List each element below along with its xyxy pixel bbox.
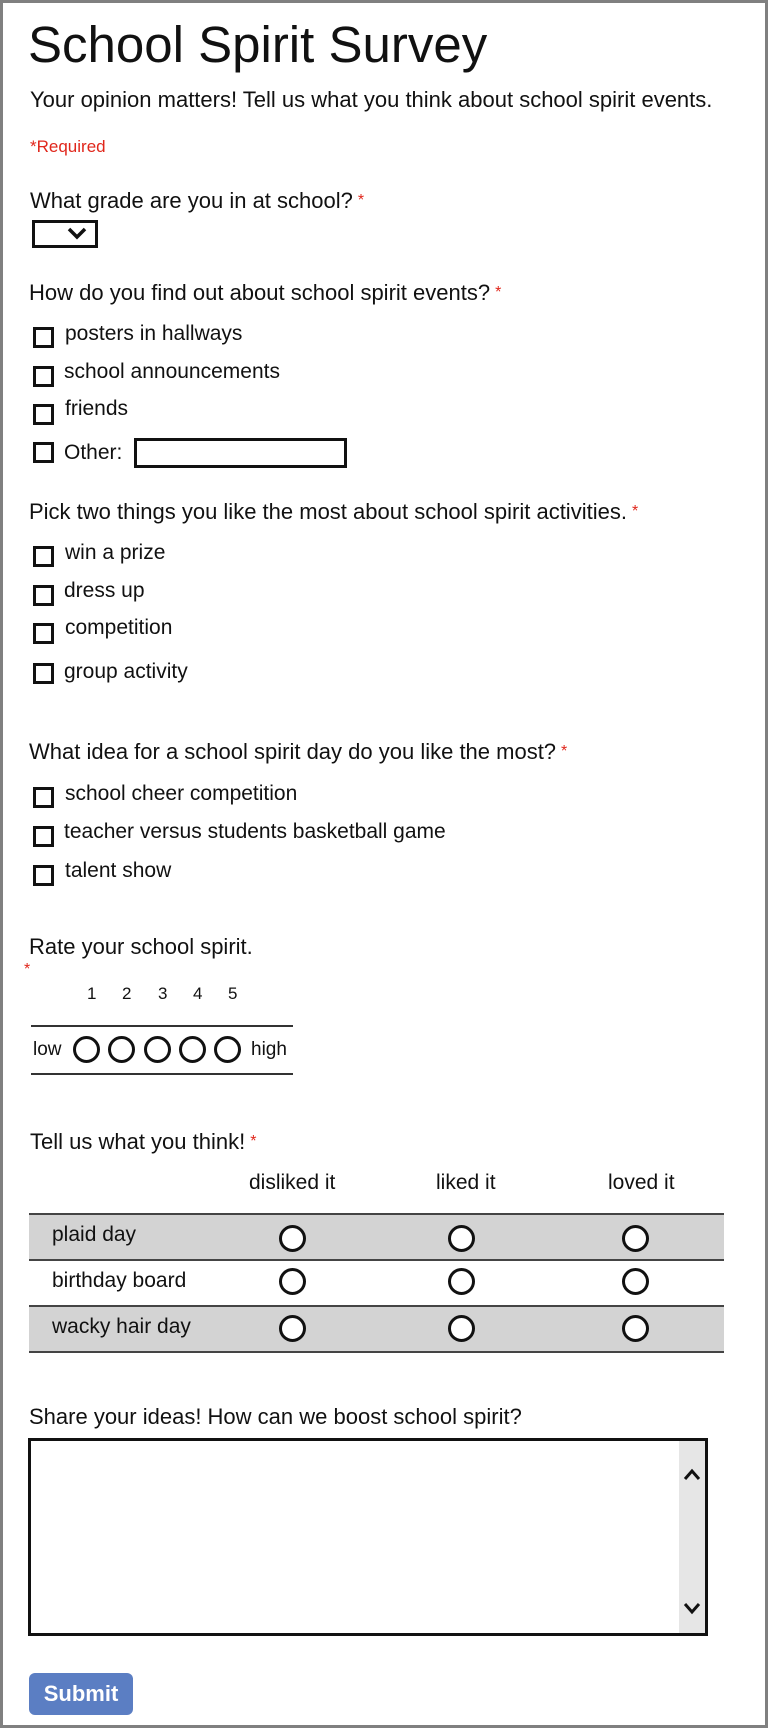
grid-column-header: loved it (608, 1171, 675, 1194)
rate-radio-4[interactable] (179, 1036, 206, 1063)
grid-radio-wacky-loved[interactable] (622, 1315, 649, 1342)
option-label: Other: (64, 441, 123, 464)
rate-radio-3[interactable] (144, 1036, 171, 1063)
grid-column-header: liked it (436, 1171, 496, 1194)
option-label: teacher versus students basketball game (64, 820, 446, 843)
question-grade-label: What grade are you in at school? (30, 188, 353, 213)
grid-divider (29, 1351, 724, 1353)
grid-row (29, 1307, 724, 1351)
grid-radio-wacky-disliked[interactable] (279, 1315, 306, 1342)
question-ideas-label: Share your ideas! How can we boost school spirit? (29, 1404, 522, 1429)
checkbox-findout-friends[interactable] (33, 404, 54, 425)
required-note: *Required (30, 137, 106, 156)
other-text-input[interactable] (134, 438, 347, 468)
scale-number: 4 (193, 984, 203, 1003)
form-title: School Spirit Survey (28, 16, 488, 73)
checkbox-like-group[interactable] (33, 663, 54, 684)
grid-radio-plaid-disliked[interactable] (279, 1225, 306, 1252)
question-idea-label: What idea for a school spirit day do you like the most? (29, 739, 557, 764)
option-label: school announcements (64, 360, 280, 383)
question-grid-label: Tell us what you think! (30, 1129, 246, 1154)
scale-low-label: low (33, 1039, 62, 1060)
grid-radio-birthday-loved[interactable] (622, 1268, 649, 1295)
grid-row-label: wacky hair day (52, 1315, 191, 1338)
scale-number: 1 (87, 984, 97, 1003)
grid-radio-wacky-liked[interactable] (448, 1315, 475, 1342)
option-label: talent show (65, 859, 172, 882)
checkbox-like-dress-up[interactable] (33, 585, 54, 606)
grid-radio-birthday-disliked[interactable] (279, 1268, 306, 1295)
option-label: group activity (64, 660, 188, 683)
checkbox-findout-other[interactable] (33, 442, 54, 463)
scale-high-label: high (251, 1039, 287, 1060)
required-asterisk: * (24, 961, 31, 978)
rate-radio-2[interactable] (108, 1036, 135, 1063)
checkbox-findout-posters[interactable] (33, 327, 54, 348)
question-findout (29, 279, 501, 307)
grid-radio-plaid-liked[interactable] (448, 1225, 475, 1252)
rate-radio-1[interactable] (73, 1036, 100, 1063)
required-asterisk: * (495, 284, 502, 301)
form-intro: Your opinion matters! Tell us what you think about school spirit events. (30, 87, 713, 112)
grid-radio-plaid-loved[interactable] (622, 1225, 649, 1252)
question-like-label: Pick two things you like the most about school spirit activities. (29, 499, 627, 524)
textarea-scrollbar[interactable] (679, 1441, 705, 1633)
chevron-down-icon (67, 223, 87, 243)
chevron-down-icon[interactable] (683, 1600, 701, 1621)
checkbox-like-prize[interactable] (33, 546, 54, 567)
option-label: dress up (64, 579, 145, 602)
submit-button[interactable]: Submit (29, 1673, 133, 1715)
grid-row (29, 1215, 724, 1259)
option-label: friends (65, 397, 129, 420)
required-asterisk: * (250, 1133, 257, 1150)
checkbox-idea-talent[interactable] (33, 865, 54, 886)
scale-number: 3 (158, 984, 168, 1003)
checkbox-idea-basketball[interactable] (33, 826, 54, 847)
grid-row-label: plaid day (52, 1223, 137, 1246)
checkbox-like-competition[interactable] (33, 623, 54, 644)
grid-row (29, 1261, 724, 1305)
required-asterisk: * (561, 743, 568, 760)
grade-select[interactable] (32, 220, 98, 248)
rate-radio-5[interactable] (214, 1036, 241, 1063)
scale-number: 2 (122, 984, 132, 1003)
chevron-up-icon[interactable] (683, 1467, 701, 1488)
option-label: win a prize (65, 541, 166, 564)
option-label: school cheer competition (65, 782, 298, 805)
checkbox-idea-cheer[interactable] (33, 787, 54, 808)
required-asterisk: * (631, 503, 639, 520)
grid-row-label: birthday board (52, 1269, 187, 1292)
question-grade (30, 187, 364, 215)
question-rate-label: Rate your school spirit. (29, 934, 253, 959)
question-grid (30, 1128, 256, 1156)
grid-radio-birthday-liked[interactable] (448, 1268, 475, 1295)
question-idea (29, 738, 567, 766)
scale-divider (31, 1073, 293, 1075)
checkbox-findout-announcements[interactable] (33, 366, 54, 387)
ideas-textarea[interactable] (28, 1438, 708, 1636)
required-asterisk: * (357, 192, 365, 209)
question-findout-label: How do you find out about school spirit events? (29, 280, 491, 305)
scale-number: 5 (228, 984, 238, 1003)
scale-divider (31, 1025, 293, 1027)
option-label: posters in hallways (65, 322, 243, 345)
question-like (29, 498, 638, 526)
grid-column-header: disliked it (249, 1171, 336, 1194)
option-label: competition (65, 616, 173, 639)
